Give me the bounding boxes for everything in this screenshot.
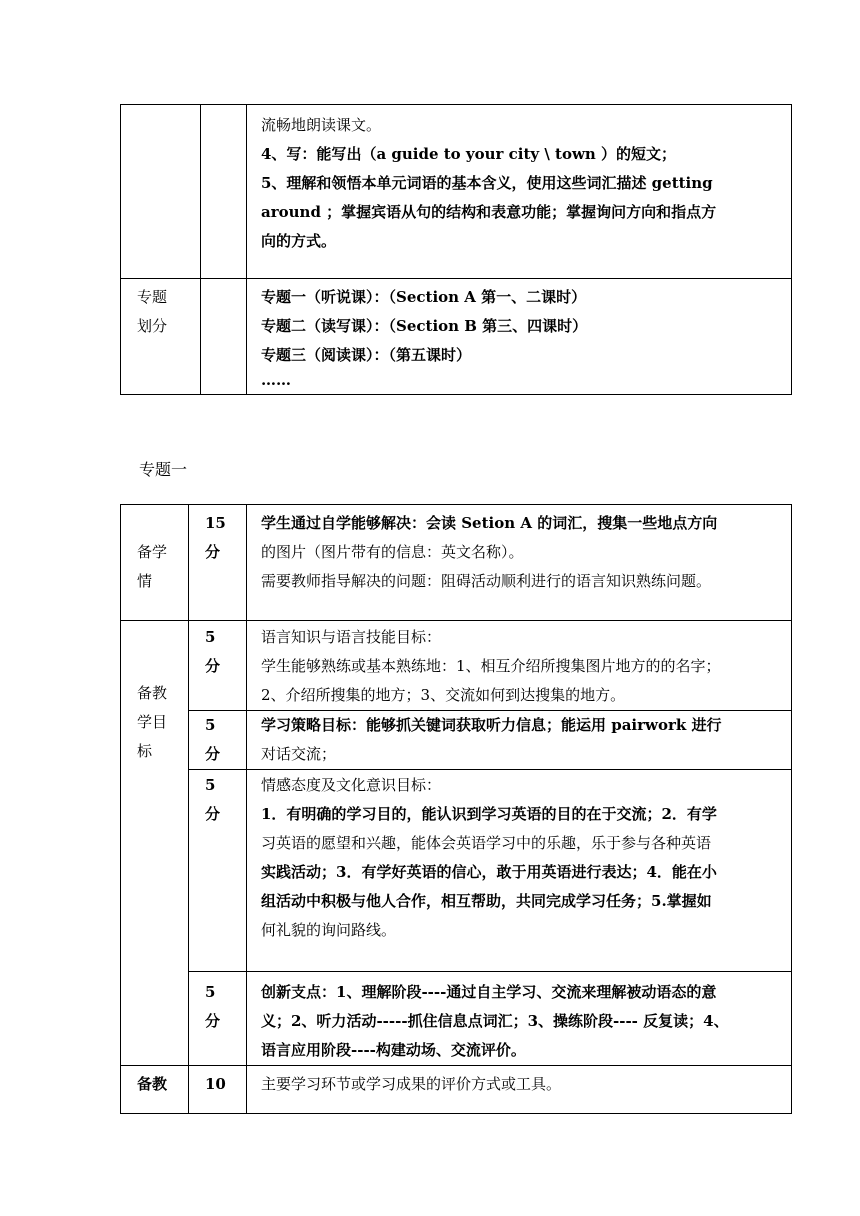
text-line: 学习策略目标：能够抓关键词获取听力信息；能运用 pairwork 进行 xyxy=(261,716,722,734)
text-line: around ；掌握宾语从句的结构和表意功能；掌握询问方向和指点方 xyxy=(261,203,717,221)
table-row xyxy=(121,621,792,711)
text-line: 习英语的愿望和兴趣，能体会英语学习中的乐趣，乐于参与各种英语 xyxy=(261,834,712,852)
table-cell xyxy=(121,105,201,279)
text-line: 学生能够熟练或基本熟练地：1、相互介绍所搜集图片地方的的名字； xyxy=(261,657,721,675)
table-row xyxy=(121,279,792,395)
table-cell xyxy=(201,105,247,279)
text-line: 4、写：能写出（a guide to your city \ town ）的短文； xyxy=(261,145,677,163)
time-cell xyxy=(189,770,247,972)
text-line: 1．有明确的学习目的，能认识到学习英语的目的在于交流；2．有学 xyxy=(261,805,717,823)
label-line: 学目 xyxy=(137,713,168,731)
label-line: 情 xyxy=(137,572,153,590)
text-line: 专题二（读写课）：（Section B 第三、四课时） xyxy=(261,317,588,335)
text-line: 情感态度及文化意识目标： xyxy=(261,776,442,794)
time-value: 5 xyxy=(205,628,216,646)
text-line: 语言知识与语言技能目标： xyxy=(261,628,442,646)
label-line: 专题 xyxy=(137,288,168,306)
time-cell xyxy=(189,621,247,711)
text-line: 对话交流； xyxy=(261,745,337,763)
text-line: 向的方式。 xyxy=(261,232,337,250)
text-line: 何礼貌的询问路线。 xyxy=(261,921,397,939)
text-line: 实践活动；3．有学好英语的信心，敢于用英语进行表达；4．能在小 xyxy=(261,863,717,881)
label-line: 备教 xyxy=(137,684,168,702)
text-line: 2、介绍所搜集的地方；3、交流如何到达搜集的地方。 xyxy=(261,686,626,704)
label-line: 划分 xyxy=(137,317,168,335)
table-row xyxy=(121,711,792,770)
text-line: 需要教师指导解决的问题：阻碍活动顺利进行的语言知识熟练问题。 xyxy=(261,572,712,590)
text-line: 学生通过自学能够解决：会读 Setion A 的词汇，搜集一些地点方向 xyxy=(261,514,718,532)
time-unit: 分 xyxy=(205,805,221,823)
time-cell xyxy=(189,1066,247,1114)
table-cell xyxy=(247,711,792,770)
table-row xyxy=(121,105,792,279)
label-line: 备教 xyxy=(137,1075,168,1093)
table-cell xyxy=(201,279,247,395)
time-unit: 分 xyxy=(205,543,221,561)
text-line: 创新支点：1、理解阶段----通过自主学习、交流来理解被动语态的意 xyxy=(261,983,717,1001)
time-value: 15 xyxy=(205,514,226,532)
time-cell xyxy=(189,972,247,1066)
table-cell xyxy=(247,105,792,279)
text-line: 5、理解和领悟本单元词语的基本含义，使用这些词汇描述 getting xyxy=(261,174,713,192)
text-line: 组活动中积极与他人合作，相互帮助，共同完成学习任务；5.掌握如 xyxy=(261,892,712,910)
table-cell xyxy=(247,505,792,621)
table-cell xyxy=(247,279,792,395)
text-line: 专题三（阅读课）：（第五课时） xyxy=(261,346,472,364)
text-line: 义；2、听力活动-----抓住信息点词汇；3、操练阶段---- 反复读；4、 xyxy=(261,1012,729,1030)
row-label xyxy=(121,621,189,1066)
time-cell xyxy=(189,505,247,621)
objectives-table xyxy=(120,104,792,395)
time-cell xyxy=(189,711,247,770)
section-heading: 专题一 xyxy=(139,460,188,479)
table-cell xyxy=(247,1066,792,1114)
text-line: 专题一（听说课）：（Section A 第一、二课时） xyxy=(261,288,587,306)
table-row xyxy=(121,1066,792,1114)
text-line: 主要学习环节或学习成果的评价方式或工具。 xyxy=(261,1075,562,1093)
label-line: 标 xyxy=(137,742,153,760)
table-row xyxy=(121,972,792,1066)
table-cell xyxy=(247,621,792,711)
time-unit: 分 xyxy=(205,1012,221,1030)
row-label xyxy=(121,279,201,395)
time-value: 5 xyxy=(205,716,216,734)
table-row xyxy=(121,770,792,972)
text-line: 的图片（图片带有的信息：英文名称）。 xyxy=(261,543,524,561)
time-value: 5 xyxy=(205,983,216,1001)
row-label xyxy=(121,1066,189,1114)
time-unit: 分 xyxy=(205,745,221,763)
table-cell xyxy=(247,972,792,1066)
text-line: 语言应用阶段----构建动场、交流评价。 xyxy=(261,1041,526,1059)
time-value: 5 xyxy=(205,776,216,794)
time-unit: 分 xyxy=(205,657,221,675)
table-cell xyxy=(247,770,792,972)
text-line: …… xyxy=(261,371,291,389)
topic-one-table xyxy=(120,504,792,1114)
table-row xyxy=(121,505,792,621)
text-line: 流畅地朗读课文。 xyxy=(261,116,382,134)
time-value: 10 xyxy=(205,1075,226,1093)
row-label xyxy=(121,505,189,621)
label-line: 备学 xyxy=(137,543,168,561)
